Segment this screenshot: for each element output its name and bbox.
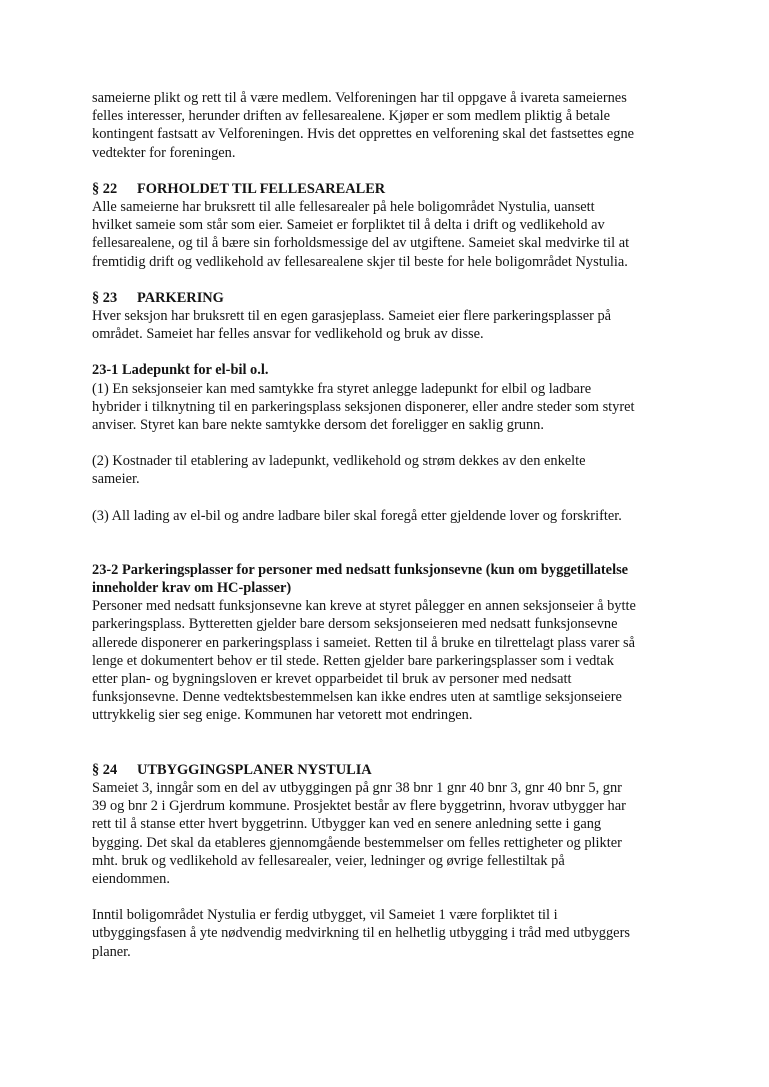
intro-paragraph: sameierne plikt og rett til å være medlem. Velforeningen har til oppgave å ivareta sameiernes felles interesser, herunder driften av fellesarealene. Kjøper er som medlem pliktig å betale kontingent fastsatt av Velforeningen. Hvis det opprettes en velforening skal det fastsettes egne vedtekter for foreningen. bbox=[92, 90, 635, 161]
subsection-23-2-paragraph: Personer med nedsatt funksjonsevne kan kreve at styret pålegger en annen seksjonseier å bytte parkeringsplass. Bytteretten gjelder bare dersom seksjonseieren med nedsatt funksjonsevne allerede disponerer en parkeringsplass i sameiet. Retten til å bruke en tilrettelagt plass varer så lenge et dokumentert behov er til stede. Retten gjelder bare parkeringsplasser som i vedtak etter plan- og bygningsloven er krevet opparbeidet til bruk av personer med nedsatt funksjonsevne. Denne vedtektsbestemmelsen kan ikke endres uten at samtlige seksjonseiere uttrykkelig sier seg enige. Kommunen har vetorett mot endringen. bbox=[92, 598, 636, 724]
subsection-23-1-paragraph-3: (3) All lading av el-bil og andre ladbare biler skal foregå etter gjeldende lover og forskrifter. bbox=[92, 507, 622, 524]
section-23-heading bbox=[92, 289, 692, 307]
section-23-title: PARKERING bbox=[137, 289, 224, 306]
subsection-23-2-heading: 23-2 Parkeringsplasser for personer med nedsatt funksjonsevne (kun om byggetillatelse inneholder krav om HC-plasser) bbox=[92, 561, 629, 597]
section-24-heading bbox=[92, 761, 692, 779]
section-24-number: § 24 bbox=[92, 761, 118, 778]
subsection-23-1-heading: 23-1 Ladepunkt for el-bil o.l. bbox=[92, 362, 269, 379]
section-24-paragraph-1: Sameiet 3, inngår som en del av utbyggingen på gnr 38 bnr 1 gnr 40 bnr 3, gnr 40 bnr 5, gnr 39 og bnr 2 i Gjerdrum kommune. Prosjektet består av flere byggetrinn, hvorav utbygger har rett til å stanse etter hvert byggetrinn. Utbygger kan ved en senere anledning sette i gang bygging. Det skal da etableres gjennomgående bestemmelser om felles rettigheter og plikter mht. bruk og vedlikehold av fellesarealer, veier, ledninger og øvrige fellestiltak på eiendommen. bbox=[92, 779, 626, 887]
section-22-heading bbox=[92, 180, 692, 198]
section-24-title: UTBYGGINGSPLANER NYSTULIA bbox=[137, 761, 372, 778]
section-22-title: FORHOLDET TIL FELLESAREALER bbox=[137, 180, 386, 197]
section-22-number: § 22 bbox=[92, 180, 118, 197]
section-23-number: § 23 bbox=[92, 289, 118, 306]
section-23-paragraph: Hver seksjon har bruksrett til en egen garasjeplass. Sameiet eier flere parkeringsplasser på området. Sameiet har felles ansvar for vedlikehold og bruk av disse. bbox=[92, 308, 612, 343]
document-page bbox=[92, 89, 692, 961]
section-22-paragraph: Alle sameierne har bruksrett til alle fellesarealer på hele boligområdet Nystulia, uansett hvilket sameie som står som eier. Sameiet er forpliktet til å delta i drift og vedlikehold av fellesarealene, og til å bære sin forholdsmessige del av utgiftene. Sameiet skal medvirke til at fremtidig drift og vedlikehold av fellesarealene skjer til beste for hele boligområdet Nystulia. bbox=[92, 199, 630, 270]
subsection-23-1-paragraph-2: (2) Kostnader til etablering av ladepunkt, vedlikehold og strøm dekkes av den enkelte sameier. bbox=[92, 453, 586, 488]
section-24-paragraph-2: Inntil boligområdet Nystulia er ferdig utbygget, vil Sameiet 1 være forpliktet til i utbyggingsfasen å yte nødvendig medvirkning til en helhetlig utbygging i tråd med utbyggers planer. bbox=[92, 907, 630, 960]
subsection-23-1-paragraph-1: (1) En seksjonseier kan med samtykke fra styret anlegge ladepunkt for elbil og ladbare hybrider i tilknytning til en parkeringsplass seksjonen disponerer, eller andre steder som styret anviser. Styret kan bare nekte samtykke dersom det foreligger en saklig grunn. bbox=[92, 380, 635, 434]
